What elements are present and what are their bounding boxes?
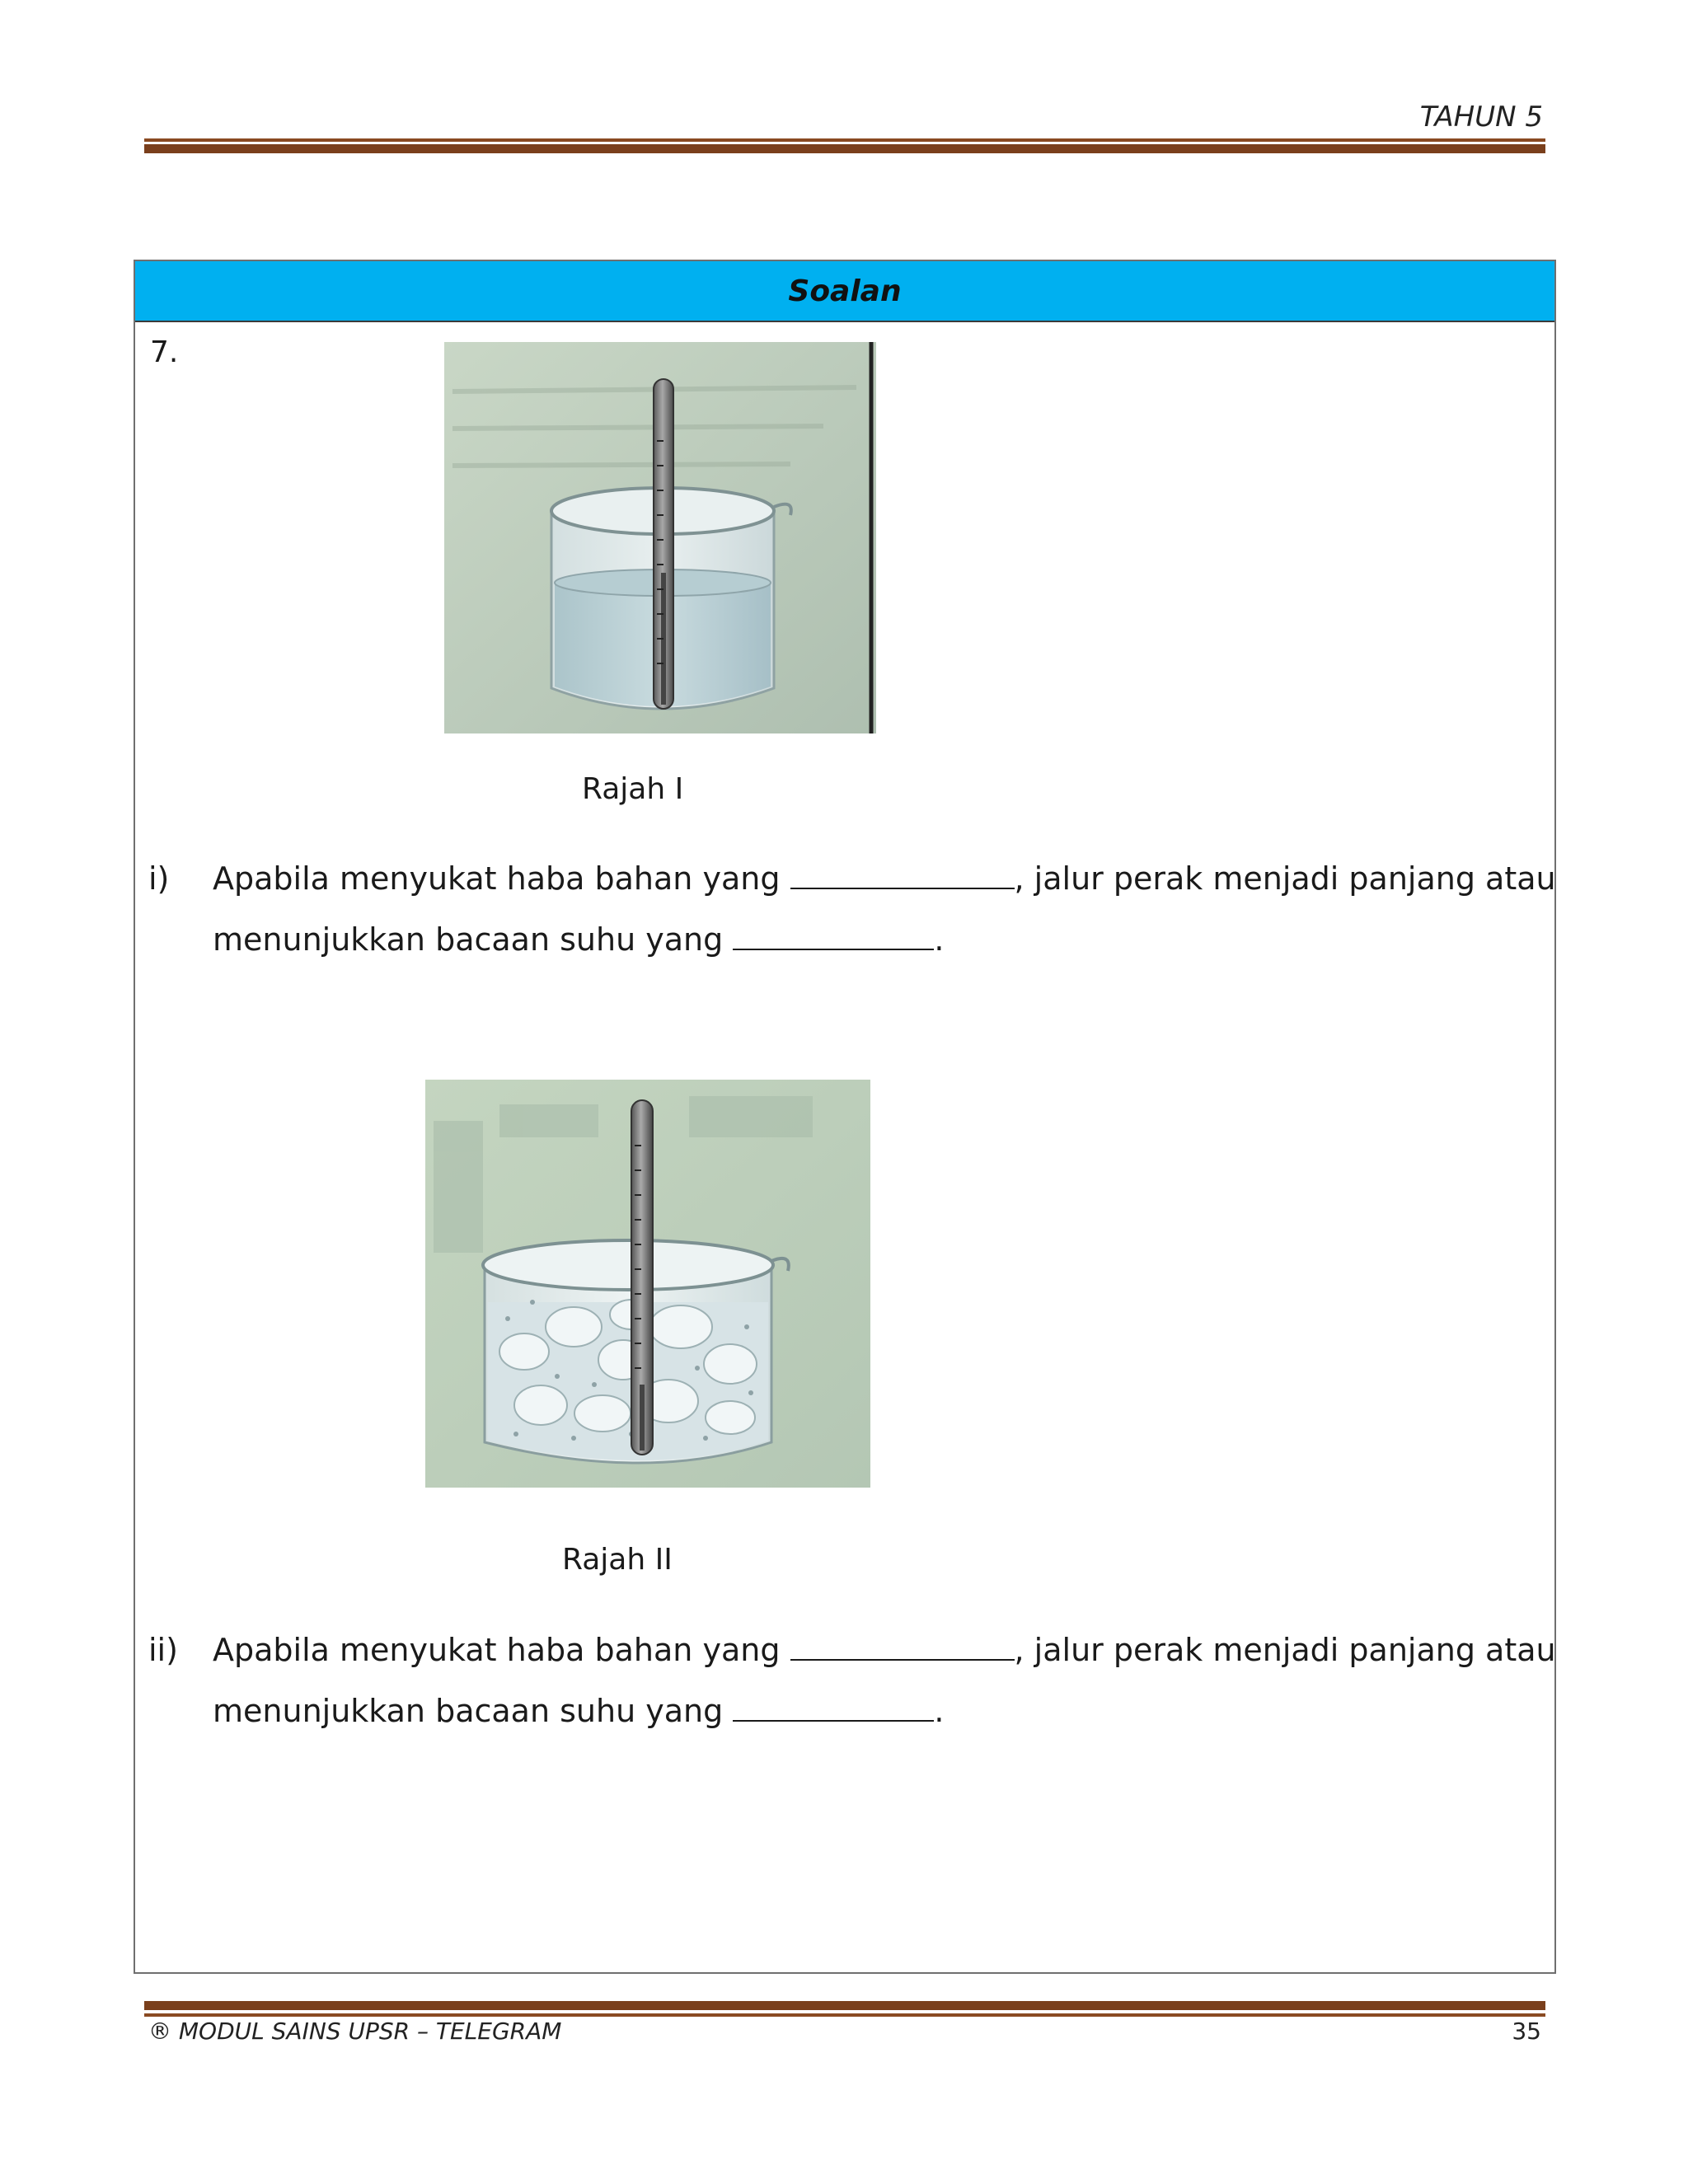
question-text-part: Apabila menyukat haba bahan yang xyxy=(213,1632,790,1668)
question-text xyxy=(213,1619,1556,1741)
question-box xyxy=(134,260,1556,1974)
footer-rule-thick xyxy=(144,2001,1545,2010)
question-text-part: , jalur perak menjadi panjang atau menunjukkan bacaan suhu yang xyxy=(213,860,1556,958)
question-text-part: . xyxy=(934,1693,945,1729)
question-label: i) xyxy=(148,860,170,897)
question-box-title: Soalan xyxy=(788,274,902,308)
beaker-thermometer-water-icon xyxy=(444,342,876,733)
question-text-part: Apabila menyukat haba bahan yang xyxy=(213,860,790,897)
footer-rule-thin xyxy=(144,2013,1545,2017)
answer-blank[interactable] xyxy=(790,1623,1015,1661)
footer-module-label: ® MODUL SAINS UPSR – TELEGRAM xyxy=(148,2018,562,2045)
beaker-thermometer-ice-icon xyxy=(425,1080,870,1488)
figure-caption-2: Rajah II xyxy=(562,1543,673,1577)
question-text-part: , jalur perak menjadi panjang atau menunjukkan bacaan suhu yang xyxy=(213,1632,1556,1729)
question-text xyxy=(213,848,1556,970)
page-header-label: TAHUN 5 xyxy=(1419,101,1543,134)
page-number: 35 xyxy=(1512,2018,1541,2045)
question-label: ii) xyxy=(148,1632,178,1668)
header-rule-thin xyxy=(144,138,1545,142)
answer-blank[interactable] xyxy=(733,1684,934,1722)
question-number: 7. xyxy=(150,335,179,369)
figure-caption-1: Rajah I xyxy=(582,772,684,806)
answer-blank[interactable] xyxy=(733,912,934,950)
answer-blank[interactable] xyxy=(790,851,1015,889)
header-rule-thick xyxy=(144,144,1545,153)
question-text-part: . xyxy=(934,921,945,958)
question-box-header xyxy=(135,261,1554,322)
